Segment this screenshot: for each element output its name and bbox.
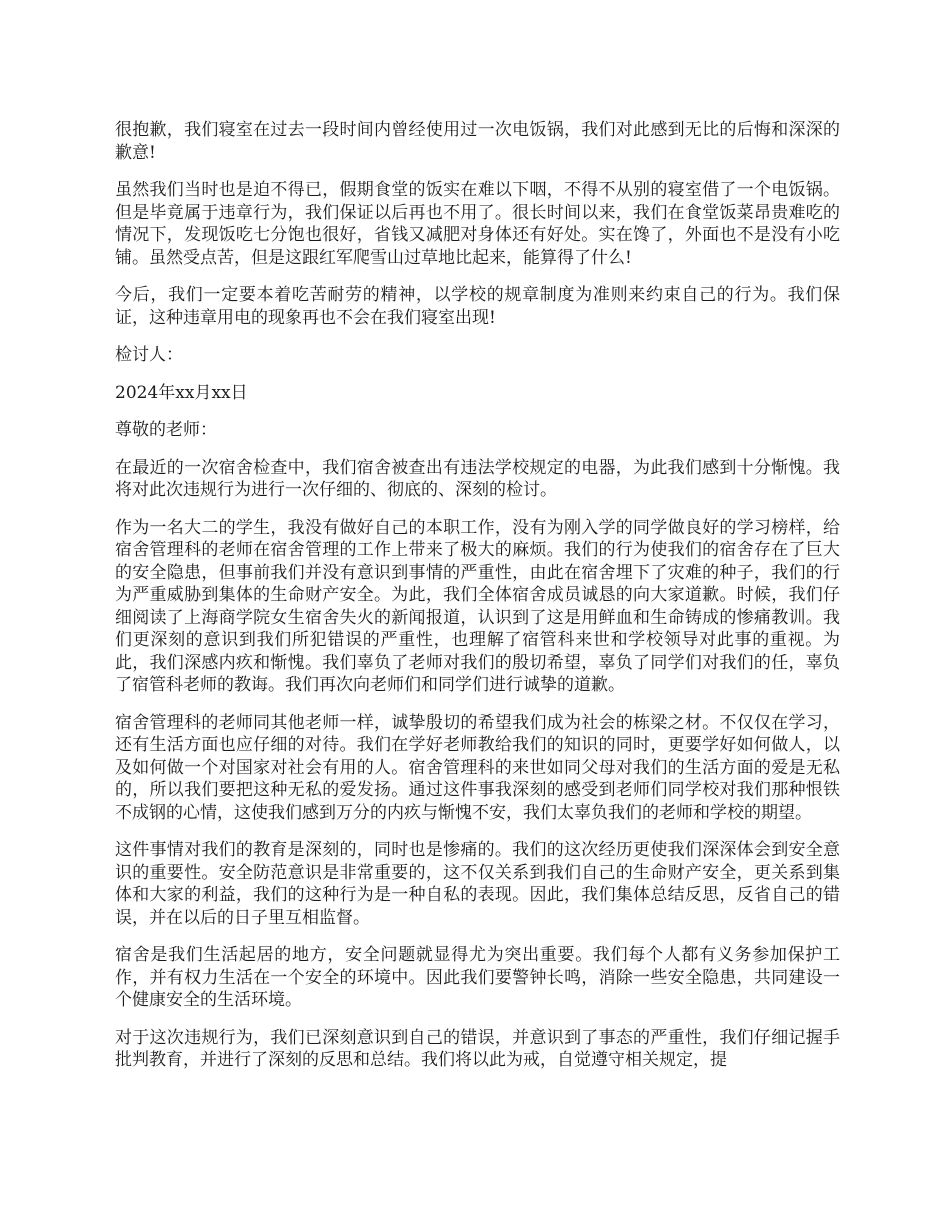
paragraph-lesson: 这件事情对我们的教育是深刻的，同时也是惨痛的。我们的这次经历更使我们深深体会到安全意识的重要性。安全防范意识是非常重要的，这不仅关系到我们自己的生命财产安全，更关系到集体和大家的利益，我们的这种行为是一种自私的表现。因此，我们集体总结反思，反省自己的错误，并在以后的日子里互相监督。 [115,840,840,928]
paragraph-promise: 今后，我们一定要本着吃苦耐劳的精神，以学校的规章制度为准则来约束自己的行为。我们保证，这种违章用电的现象再也不会在我们寝室出现! [115,285,840,328]
paragraph-reason: 虽然我们当时也是迫不得已，假期食堂的饭实在难以下咽，不得不从别的寝室借了一个电饭锅。但是毕竟属于违章行为，我们保证以后再也不用了。很长时间以来，我们在食堂饭菜昂贵难吃的情况下，发现饭吃七分饱也很好，省钱又减肥对身体还有好处。实在馋了，外面也不是没有小吃铺。虽然受点苦，但是这跟红军爬雪山过草地比起来，能算得了什么! [115,180,840,268]
paragraph-teachers: 宿舍管理科的老师同其他老师一样，诚挚殷切的希望我们成为社会的栋梁之材。不仅仅在学习，还有生活方面也应仔细的对待。我们在学好老师教给我们的知识的同时，更要学好如何做人，以及如何做一个对国家对社会有用的人。宿舍管理科的来世如同父母对我们的生活方面的爱是无私的，所以我们要把这种无私的爱发扬。通过这件事我深刻的感受到老师们同学校对我们那种恨铁不成钢的心情，这使我们感到万分的内疚与惭愧不安，我们太辜负我们的老师和学校的期望。 [115,712,840,823]
paragraph-conclusion: 对于这次违规行为，我们已深刻意识到自己的错误，并意识到了事态的严重性，我们仔细记握手批判教育，并进行了深刻的反思和总结。我们将以此为戒，自觉遵守相关规定，提 [115,1027,840,1070]
signature-label: 检讨人： [115,345,183,365]
paragraph-responsibility: 作为一名大二的学生，我没有做好自己的本职工作，没有为刚入学的同学做良好的学习榜样，给宿舍管理科的老师在宿舍管理的工作上带来了极大的麻烦。我们的行为使我们的宿舍存在了巨大的安全隐患，但事前我们并没有意识到事情的严重性，由此在宿舍埋下了灾难的种子，我们的行为严重威胁到集体的生命财产安全。为此，我们全体宿舍成员诚恳的向大家道歉。时候，我们仔细阅读了上海商学院女生宿舍失火的新闻报道，认识到了这是用鲜血和生命铸成的惨痛教训。我们更深刻的意识到我们所犯错误的严重性，也理解了宿管科来世和学校领导对此事的重视。为此，我们深感内疚和惭愧。我们辜负了老师对我们的殷切希望，辜负了同学们对我们的任，辜负了宿管科老师的教诲。我们再次向老师们和同学们进行诚挚的道歉。 [115,517,840,695]
document-body [115,119,840,1087]
paragraph-dorm-safety: 宿舍是我们生活起居的地方，安全问题就显得尤为突出重要。我们每个人都有义务参加保护工作，并有权力生活在一个安全的环境中。因此我们要警钟长鸣，消除一些安全隐患，共同建设一个健康安全的生活环境。 [115,945,840,1010]
paragraph-inspection: 在最近的一次宿舍检查中，我们宿舍被查出有违法学校规定的电器，为此我们感到十分惭愧。我将对此次违规行为进行一次仔细的、彻底的、深刻的检讨。 [115,457,840,500]
date-line: 2024年xx月xx日 [115,382,248,403]
paragraph-apology-intro: 很抱歉，我们寝室在过去一段时间内曾经使用过一次电饭锅，我们对此感到无比的后悔和深深的歉意! [115,120,840,163]
salutation: 尊敬的老师： [115,420,217,440]
